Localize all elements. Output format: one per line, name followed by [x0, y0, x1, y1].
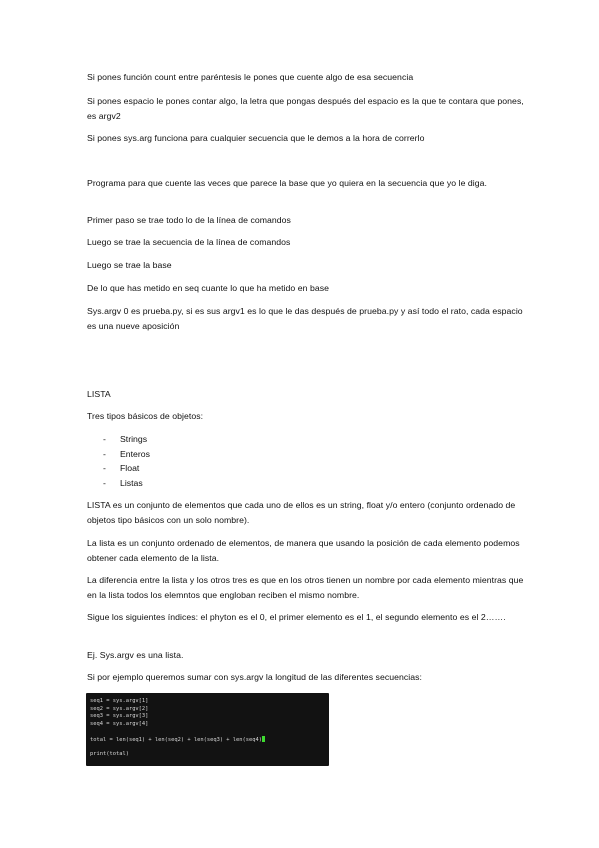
- list-item: - Enteros: [100, 447, 150, 462]
- paragraph: Si por ejemplo queremos sumar con sys.argv la longitud de las diferentes secuencias:: [87, 672, 422, 682]
- code-line: seq3 = sys.argv[3]: [90, 713, 149, 719]
- code-line: seq1 = sys.argv[1]: [90, 698, 149, 704]
- list-item: - Strings: [100, 432, 150, 447]
- paragraph: Primer paso se trae todo lo de la línea de comandos: [87, 215, 291, 225]
- code-line: seq4 = sys.argv[4]: [90, 720, 149, 727]
- paragraph: Luego se trae la secuencia de la línea de comandos: [87, 237, 291, 247]
- paragraph: LISTA es un conjunto de elementos que cada uno de ellos es un string, float y/o entero (conjunto ordenado de objetos tipo básicos con un solo nombre).: [87, 500, 516, 525]
- paragraph: Ej. Sys.argv es una lista.: [87, 650, 184, 660]
- code-line: seq2 = sys.argv[2]: [90, 705, 149, 712]
- paragraph: Si pones función count entre paréntesis le pones que cuente algo de esa secuencia: [87, 72, 414, 82]
- list-item: - Float: [100, 461, 150, 476]
- section-heading-lista: LISTA: [87, 389, 111, 399]
- paragraph: De lo que has metido en seq cuante lo que ha metido en base: [87, 283, 330, 293]
- cursor-icon: [262, 736, 265, 742]
- paragraph: Si pones sys.arg funciona para cualquier secuencia que le demos a la hora de correrlo: [87, 133, 425, 143]
- paragraph: Luego se trae la base: [87, 260, 172, 270]
- code-blank-line: [90, 743, 325, 751]
- code-blank-line: [90, 728, 325, 736]
- list-item: - Listas: [100, 476, 150, 491]
- paragraph: Sigue los siguientes índices: el phyton es el 0, el primer elemento es el 1, el segundo elemento es el 2…….: [87, 612, 506, 622]
- paragraph: Tres tipos básicos de objetos:: [87, 411, 204, 421]
- code-line: total = len(seq1) + len(seq2) + len(seq3) + len(seq4): [90, 736, 263, 743]
- paragraph: La lista es un conjunto ordenado de elementos, de manera que usando la posición de cada elemento podemos obtener cada elemento de la lista.: [87, 538, 520, 563]
- code-line-total: [90, 736, 325, 744]
- code-line: print(total): [90, 750, 129, 757]
- code-screenshot: [86, 693, 329, 766]
- paragraph: Sys.argv 0 es prueba.py, si es sus argv1 es lo que le das después de prueba.py y así todo el rato, cada espacio es una nueve aposición: [87, 306, 523, 331]
- paragraph: La diferencia entre la lista y los otros tres es que en los otros tienen un nombre por cada elemento mientras que en la lista todos los elemntos que engloban reciben el mismo nombre.: [87, 575, 524, 600]
- paragraph: Si pones espacio le pones contar algo, la letra que pongas después del espacio es la que te contara que pones, es argv2: [87, 96, 524, 121]
- tipos-list: [100, 432, 150, 490]
- paragraph: Programa para que cuente las veces que parece la base que yo quiera en la secuencia que yo le diga.: [87, 178, 488, 188]
